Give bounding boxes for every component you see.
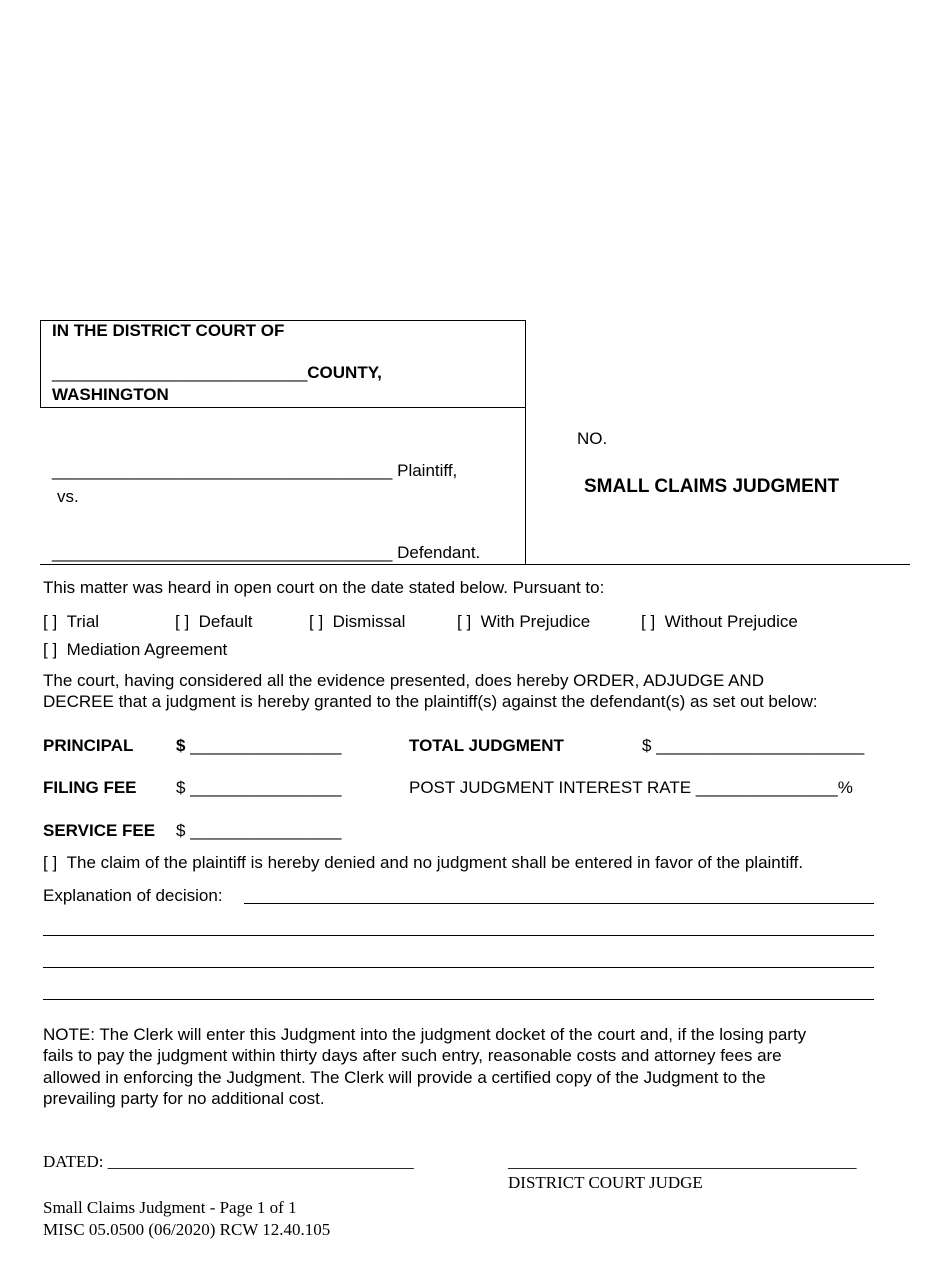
plaintiff-field[interactable]: ____________________________________: [52, 461, 393, 480]
filing-fee-label: FILING FEE: [43, 778, 137, 797]
footer-page-info: Small Claims Judgment - Page 1 of 1: [43, 1198, 297, 1217]
dated-line: [43, 1152, 414, 1172]
denial-option[interactable]: [43, 853, 803, 873]
plaintiff-label: Plaintiff,: [397, 461, 458, 480]
judge-signature-field[interactable]: _________________________________________: [508, 1152, 857, 1171]
checkbox-default[interactable]: [ ]: [175, 612, 190, 631]
option-trial-label: Trial: [66, 612, 100, 631]
court-name: IN THE DISTRICT COURT OF: [52, 321, 285, 340]
document-title: SMALL CLAIMS JUDGMENT: [584, 476, 840, 497]
dated-label: DATED:: [43, 1152, 104, 1171]
note-line4: prevailing party for no additional cost.: [43, 1089, 325, 1108]
option-trial[interactable]: [43, 612, 99, 632]
checkbox-denial[interactable]: [ ]: [43, 853, 58, 872]
explanation-line-4[interactable]: [43, 999, 874, 1000]
intro-text: This matter was heard in open court on the date stated below. Pursuant to:: [43, 578, 605, 597]
option-without-prejudice-label: Without Prejudice: [664, 612, 798, 631]
judge-label: DISTRICT COURT JUDGE: [508, 1173, 703, 1192]
checkbox-without-prejudice[interactable]: [ ]: [641, 612, 656, 631]
interest-rate-line: [409, 778, 853, 798]
principal-label: PRINCIPAL: [43, 736, 134, 755]
plaintiff-line: [52, 461, 457, 481]
explanation-label: Explanation of decision:: [43, 886, 223, 905]
order-text-line2: DECREE that a judgment is hereby granted to the plaintiff(s) against the defendant(s) as set out below:: [43, 692, 818, 711]
option-mediation-label: Mediation Agreement: [66, 640, 228, 659]
option-without-prejudice[interactable]: [641, 612, 798, 632]
denial-text: The claim of the plaintiff is hereby denied and no judgment shall be entered in favor of the plaintiff.: [66, 853, 804, 872]
filing-fee-field[interactable]: ________________: [190, 778, 342, 797]
principal-dollar: $: [176, 736, 186, 755]
county-label: COUNTY,: [307, 363, 382, 382]
state-name: WASHINGTON: [52, 385, 169, 404]
interest-rate-label: POST JUDGMENT INTEREST RATE: [409, 778, 692, 797]
county-field[interactable]: ___________________________: [52, 363, 308, 382]
percent-sign: %: [837, 778, 853, 797]
service-fee-dollar: $: [176, 821, 186, 840]
service-fee-field[interactable]: ________________: [190, 821, 342, 840]
defendant-label: Defendant.: [397, 543, 481, 562]
checkbox-with-prejudice[interactable]: [ ]: [457, 612, 472, 631]
caption-bottom-rule: [40, 564, 910, 565]
option-default[interactable]: [175, 612, 253, 632]
checkbox-dismissal[interactable]: [ ]: [309, 612, 324, 631]
total-judgment-amount: [642, 736, 864, 756]
checkbox-mediation[interactable]: [ ]: [43, 640, 58, 659]
interest-rate-field[interactable]: _______________: [695, 778, 838, 797]
order-text-line1: The court, having considered all the evidence presented, does hereby ORDER, ADJUDGE AND: [43, 671, 764, 690]
note-line1: NOTE: The Clerk will enter this Judgment into the judgment docket of the court and, if the losing party: [43, 1025, 807, 1044]
option-default-label: Default: [198, 612, 253, 631]
option-dismissal-label: Dismissal: [332, 612, 406, 631]
note-line2: fails to pay the judgment within thirty days after such entry, reasonable costs and attorney fees are: [43, 1046, 782, 1065]
option-dismissal[interactable]: [309, 612, 405, 632]
defendant-line: [52, 543, 480, 563]
principal-amount: [176, 736, 341, 756]
explanation-line-3[interactable]: [43, 967, 874, 968]
total-judgment-field[interactable]: ______________________: [656, 736, 865, 755]
total-judgment-label: TOTAL JUDGMENT: [409, 736, 564, 755]
service-fee-label: SERVICE FEE: [43, 821, 156, 840]
filing-fee-dollar: $: [176, 778, 186, 797]
explanation-line-1[interactable]: [244, 903, 874, 904]
caption-divider: [525, 406, 526, 564]
principal-field[interactable]: ________________: [190, 736, 342, 755]
county-line: [52, 363, 382, 383]
footer-form-code: MISC 05.0500 (06/2020) RCW 12.40.105: [43, 1220, 331, 1239]
option-with-prejudice[interactable]: [457, 612, 590, 632]
total-dollar: $: [642, 736, 652, 755]
option-with-prejudice-label: With Prejudice: [480, 612, 591, 631]
dated-field[interactable]: ____________________________________: [107, 1152, 414, 1171]
versus-label: vs.: [57, 487, 79, 506]
filing-fee-amount: [176, 778, 341, 798]
defendant-field[interactable]: ____________________________________: [52, 543, 393, 562]
option-mediation[interactable]: [43, 640, 227, 660]
explanation-line-2[interactable]: [43, 935, 874, 936]
checkbox-trial[interactable]: [ ]: [43, 612, 58, 631]
note-line3: allowed in enforcing the Judgment. The Clerk will provide a certified copy of the Judgment to the: [43, 1068, 766, 1087]
service-fee-amount: [176, 821, 341, 841]
case-number-label: NO.: [577, 429, 608, 448]
